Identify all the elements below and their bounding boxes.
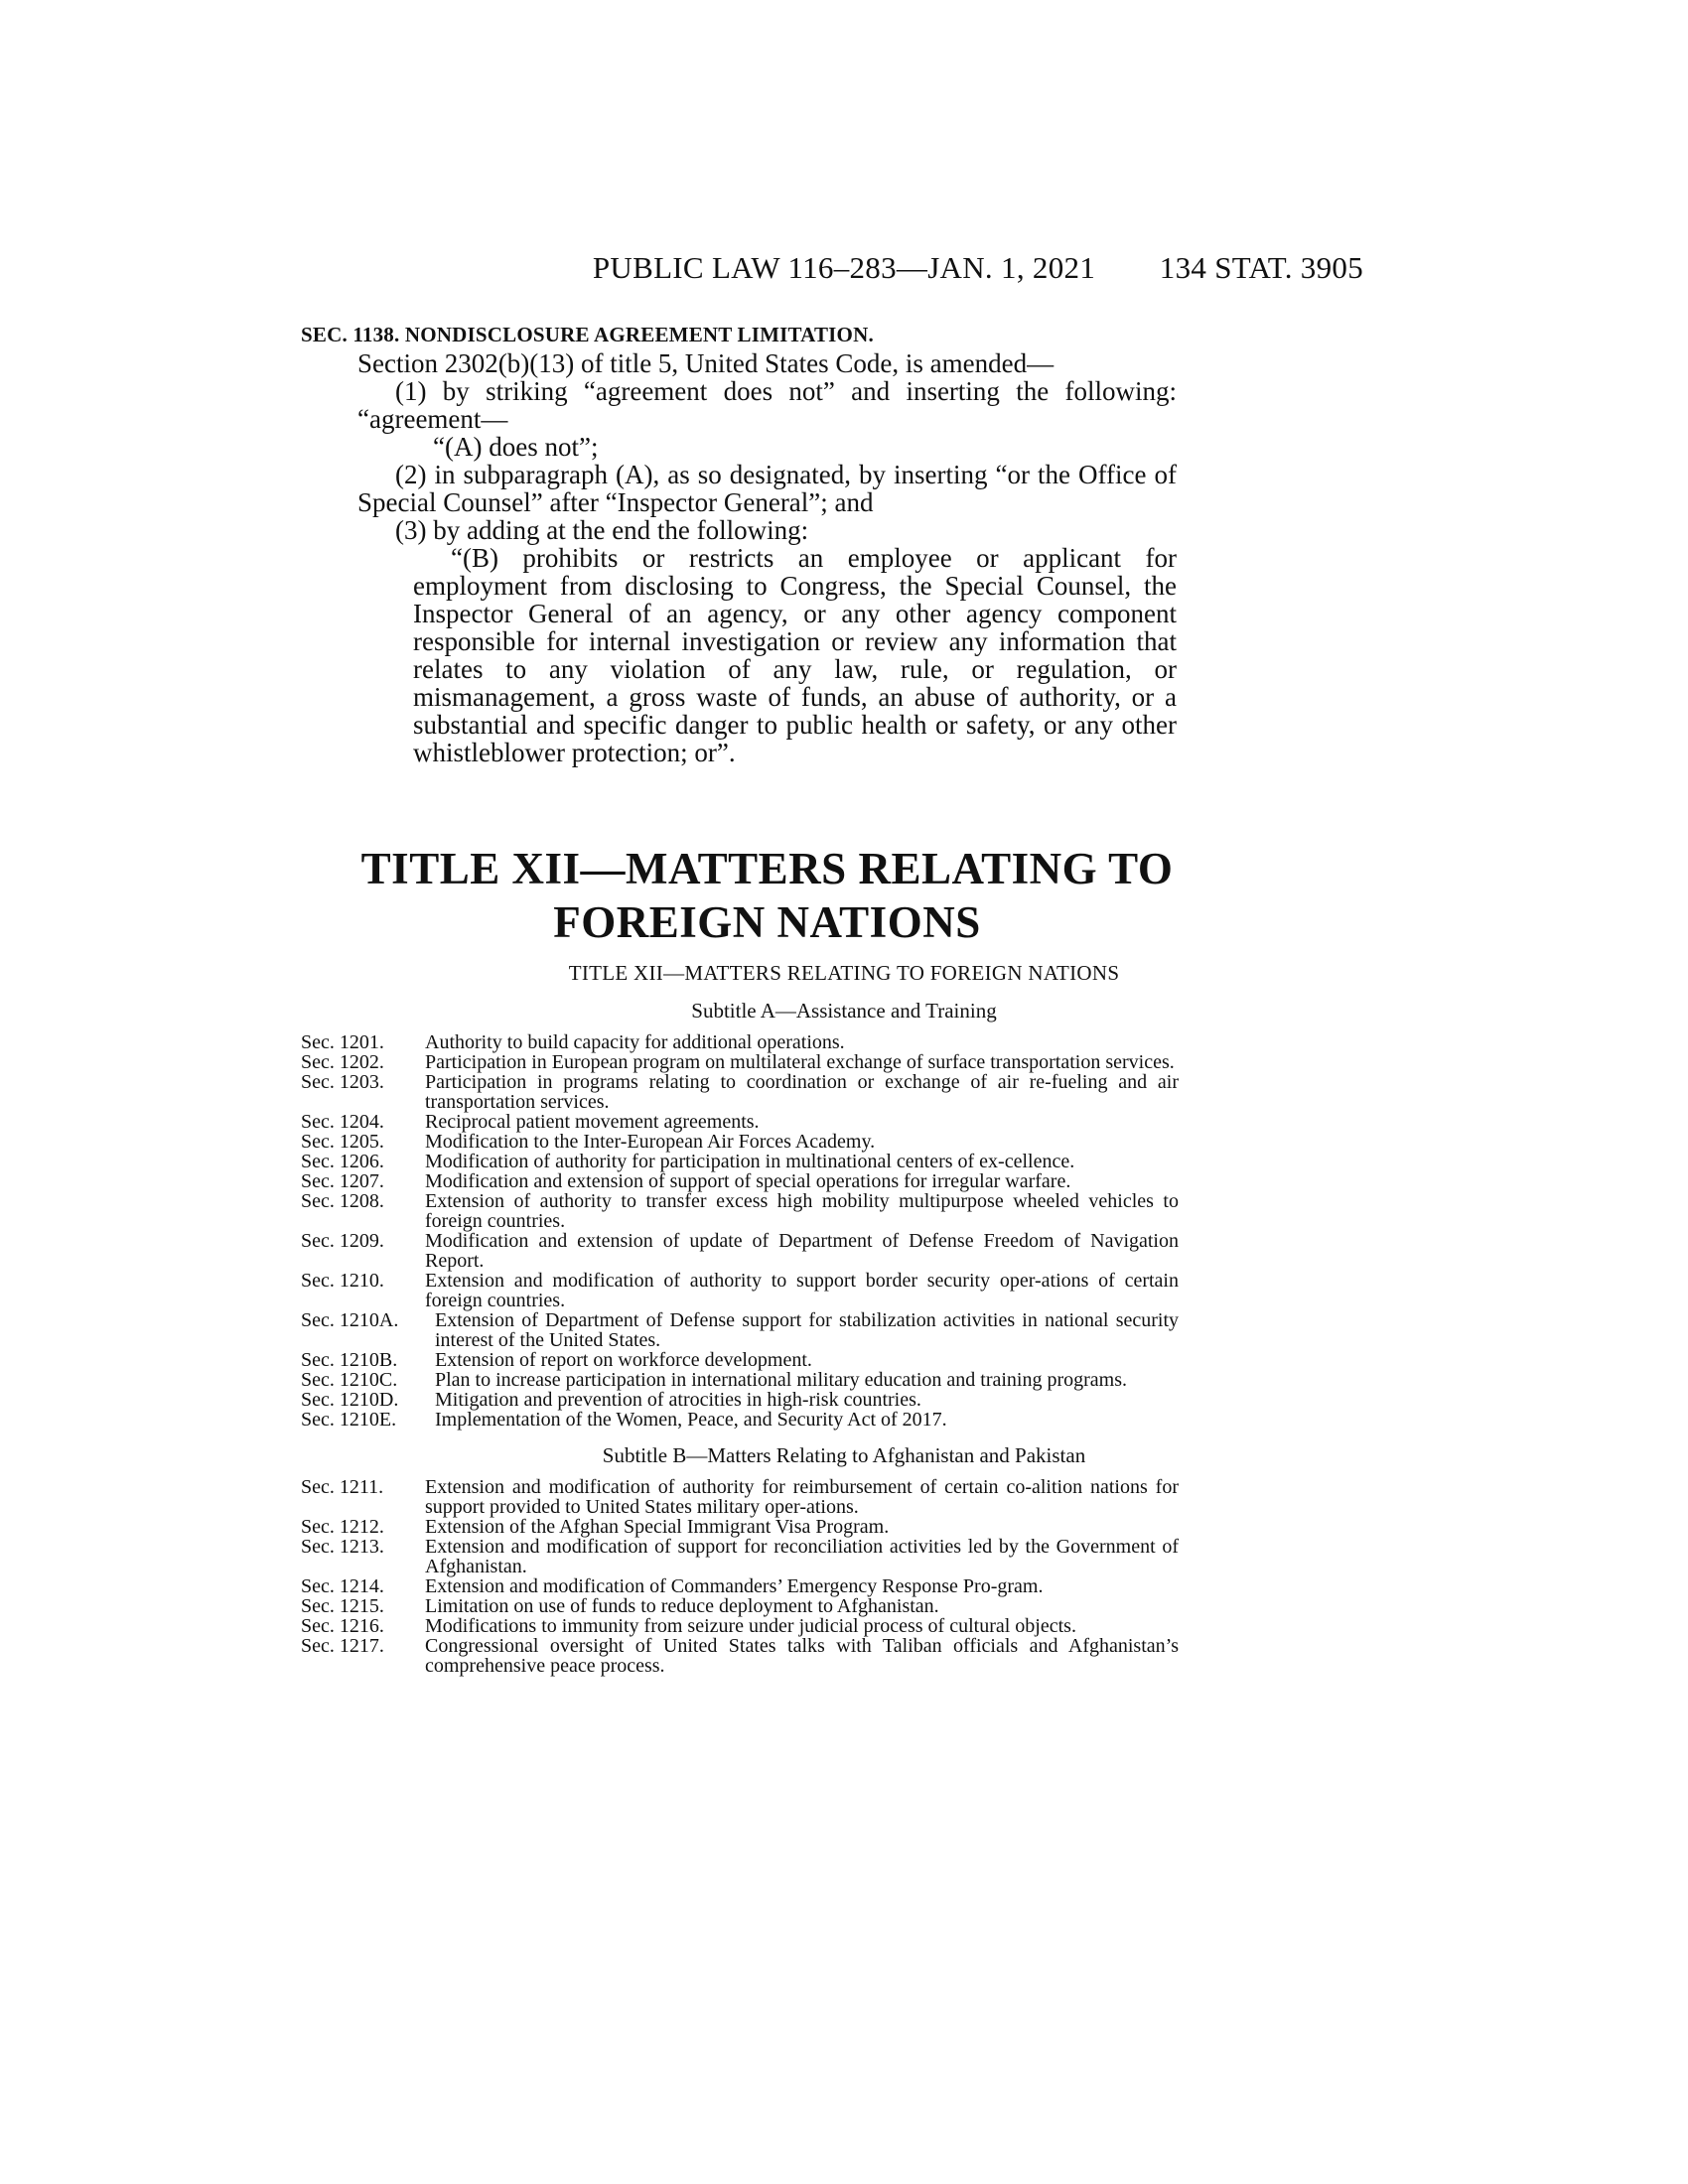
toc-entry: [301, 1616, 1179, 1636]
toc-subtitle-a: Subtitle A—Assistance and Training: [691, 999, 997, 1023]
title-line-1: TITLE XII—MATTERS RELATING TO: [360, 844, 1174, 893]
toc-entry: [301, 1271, 1179, 1310]
toc-entry-number: Sec. 1212.: [301, 1516, 384, 1538]
toc-entry-number: Sec. 1202.: [301, 1051, 384, 1073]
toc-entry-number: Sec. 1211.: [301, 1476, 384, 1498]
section-para-3: (3) by adding at the end the following:: [395, 515, 809, 545]
toc-entry: [301, 1171, 1179, 1191]
toc-entry: [301, 1152, 1179, 1171]
section-para-2: (2) in subparagraph (A), as so designated, by inserting “or the Office of Special Counsel” after “Inspector General”; and: [357, 460, 1177, 517]
toc-entry: [301, 1231, 1179, 1271]
section-body: [357, 349, 1177, 766]
toc-entry: [301, 1636, 1179, 1676]
toc-entry-text: Participation in European program on multilateral exchange of surface transportation services.: [425, 1051, 1175, 1073]
toc-entry: [301, 1112, 1179, 1132]
section-para-3b: “(B) prohibits or restricts an employee or applicant for employment from disclosing to Congress, the Special Counsel, the Inspector General of an agency, or any other agency component responsible for internal investigation or review any information that relates to any violation of any law, rule, or regulation, or mismanagement, a gross waste of funds, an abuse of authority, or a substantial and specific danger to public health or safety, or any other whistleblower protection; or”.: [413, 543, 1177, 767]
toc-entry-text: Modifications to immunity from seizure under judicial process of cultural objects.: [425, 1615, 1076, 1637]
toc-entry-text: Extension and modification of authority for reimbursement of certain co-alition nations for support provided to United States military oper-ations.: [425, 1476, 1179, 1518]
toc-entry: [301, 1032, 1179, 1052]
toc-entry-text: Modification and extension of update of Department of Defense Freedom of Navigation Report.: [425, 1230, 1179, 1272]
section-intro: Section 2302(b)(13) of title 5, United States Code, is amended—: [357, 348, 1055, 378]
toc-entry-number: Sec. 1210D.: [301, 1389, 399, 1411]
toc-entry-number: Sec. 1205.: [301, 1131, 384, 1153]
toc-entry-text: Extension and modification of support for reconciliation activities led by the Government of Afghanistan.: [425, 1536, 1179, 1577]
toc-entry-number: Sec. 1213.: [301, 1536, 384, 1558]
toc-entry: [301, 1596, 1179, 1616]
title-line-2: FOREIGN NATIONS: [553, 897, 981, 947]
toc-entry-text: Extension of report on workforce development.: [435, 1349, 812, 1371]
page-stat-number: 134 STAT. 3905: [1159, 250, 1363, 285]
section-para-1a: “(A) does not”;: [433, 432, 599, 462]
running-header: PUBLIC LAW 116–283—JAN. 1, 2021: [592, 250, 1096, 285]
toc-entry-number: Sec. 1201.: [301, 1031, 384, 1053]
toc-entry: [301, 1410, 1179, 1430]
toc-entry-text: Extension of the Afghan Special Immigrant Visa Program.: [425, 1516, 890, 1538]
toc-entry-number: Sec. 1210B.: [301, 1349, 398, 1371]
toc-entry-text: Modification to the Inter-European Air Forces Academy.: [425, 1131, 876, 1153]
toc-entry-text: Modification and extension of support of special operations for irregular warfare.: [425, 1170, 1071, 1192]
toc-entry-number: Sec. 1215.: [301, 1595, 384, 1617]
toc-entry-number: Sec. 1217.: [301, 1635, 384, 1657]
toc-entry-text: Extension and modification of authority to support border security oper-ations of certain foreign countries.: [425, 1270, 1179, 1311]
toc-entry-text: Authority to build capacity for additional operations.: [425, 1031, 845, 1053]
toc-title: TITLE XII—MATTERS RELATING TO FOREIGN NATIONS: [568, 961, 1120, 985]
toc-entry: [301, 1477, 1179, 1517]
section-heading: SEC. 1138. NONDISCLOSURE AGREEMENT LIMITATION.: [301, 323, 874, 346]
toc-entry-number: Sec. 1214.: [301, 1575, 384, 1597]
toc-entry-number: Sec. 1210.: [301, 1270, 384, 1292]
toc-list-subtitle-b: [301, 1477, 1179, 1676]
toc-entry: [301, 1072, 1179, 1112]
toc-entry: [301, 1191, 1179, 1231]
toc-entry-text: Modification of authority for participation in multinational centers of ex-cellence.: [425, 1151, 1075, 1172]
toc-entry-text: Extension of authority to transfer excess high mobility multipurpose wheeled vehicles to foreign countries.: [425, 1190, 1179, 1232]
toc-entry-number: Sec. 1209.: [301, 1230, 384, 1252]
toc-entry-text: Implementation of the Women, Peace, and Security Act of 2017.: [435, 1409, 947, 1431]
toc-entry: [301, 1370, 1179, 1390]
toc-entry-text: Limitation on use of funds to reduce deployment to Afghanistan.: [425, 1595, 939, 1617]
toc-entry-number: Sec. 1206.: [301, 1151, 384, 1172]
title-heading: [357, 842, 1177, 949]
toc-entry-number: Sec. 1204.: [301, 1111, 384, 1133]
toc-entry: [301, 1390, 1179, 1410]
toc-subtitle-b: Subtitle B—Matters Relating to Afghanistan and Pakistan: [602, 1443, 1086, 1467]
toc-entry-text: Congressional oversight of United States talks with Taliban officials and Afghanistan’s comprehensive peace process.: [425, 1635, 1179, 1677]
toc-entry-text: Extension and modification of Commanders’ Emergency Response Pro-gram.: [425, 1575, 1044, 1597]
toc-entry-text: Reciprocal patient movement agreements.: [425, 1111, 760, 1133]
toc-entry-number: Sec. 1210E.: [301, 1409, 397, 1431]
toc-entry: [301, 1576, 1179, 1596]
toc-entry-number: Sec. 1216.: [301, 1615, 384, 1637]
toc-entry-number: Sec. 1210A.: [301, 1309, 399, 1331]
toc-entry-text: Mitigation and prevention of atrocities in high-risk countries.: [435, 1389, 921, 1411]
toc-entry: [301, 1350, 1179, 1370]
toc-entry: [301, 1517, 1179, 1537]
toc-entry-number: Sec. 1208.: [301, 1190, 384, 1212]
section-para-1: (1) by striking “agreement does not” and inserting the following: “agreement—: [357, 376, 1177, 434]
toc-entry: [301, 1537, 1179, 1576]
toc-entry: [301, 1052, 1179, 1072]
toc-list-subtitle-a: [301, 1032, 1179, 1430]
toc-entry-number: Sec. 1207.: [301, 1170, 384, 1192]
toc-entry-number: Sec. 1210C.: [301, 1369, 398, 1391]
toc-entry: [301, 1132, 1179, 1152]
toc-entry-text: Participation in programs relating to coordination or exchange of air re-fueling and air transportation services.: [425, 1071, 1179, 1113]
toc-entry-text: Extension of Department of Defense support for stabilization activities in national security interest of the United States.: [435, 1309, 1179, 1351]
toc-entry-number: Sec. 1203.: [301, 1071, 384, 1093]
toc-entry: [301, 1310, 1179, 1350]
toc-entry-text: Plan to increase participation in international military education and training programs.: [435, 1369, 1128, 1391]
